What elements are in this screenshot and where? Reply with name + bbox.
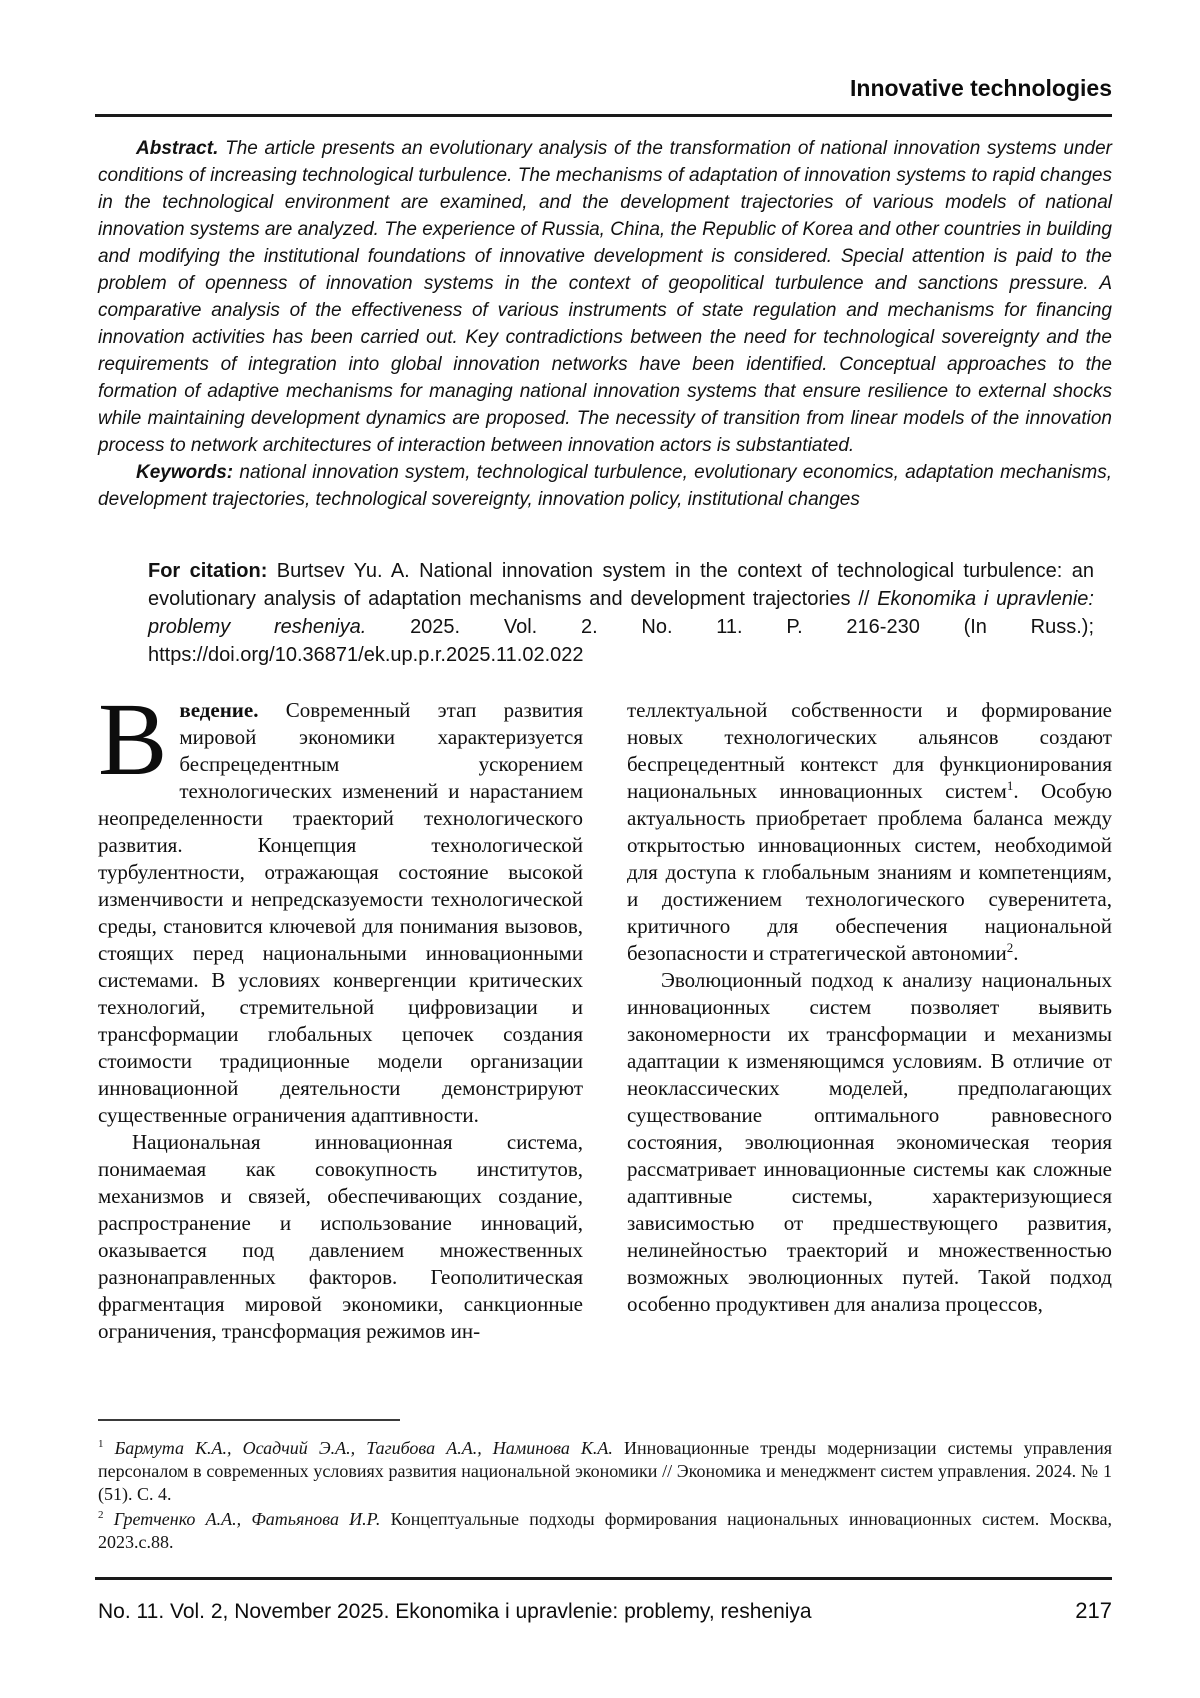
footnote-2-marker: 2 bbox=[98, 1509, 104, 1521]
citation-label: For citation: bbox=[148, 560, 268, 582]
dropcap-letter: В bbox=[98, 682, 168, 797]
footnote-ref-1: 1 bbox=[1006, 778, 1014, 793]
abstract-label: Abstract. bbox=[136, 138, 219, 159]
header-rule bbox=[95, 114, 1112, 117]
abstract-text: The article presents an evolutionary analysis of the transformation of national innovation systems under conditions of increasing technological turbulence. The mechanisms of adaptation of innovation systems to rapid changes in the technological environment are examined, and the development trajectories of various models of national innovation systems are analyzed. The experience of Russia, China, the Republic of Korea and other countries in building and modifying the institutional foundations of innovative development is considered. Special attention is paid to the problem of openness of innovation systems in the context of geopolitical turbulence and sanctions pressure. A comparative analysis of the effectiveness of various instruments of state regulation and mechanisms for financing innovation activities has been carried out. Key contradictions between the need for technological sovereignty and the requirements of integration into global innovation networks have been identified. Conceptual approaches to the formation of adaptive mechanisms for managing national innovation systems that ensure resilience to external shocks while maintaining development dynamics are proposed. The necessity of transition from linear models of the innovation process to network architectures of interaction between innovation actors is substantiated. bbox=[98, 138, 1113, 456]
citation-text-before-journal: Burtsev Yu. A. National innovation system in the context of technological turbulence: an evolutionary analysis of adaptation mechanisms and development trajectories // bbox=[148, 560, 1094, 610]
intro-lead-word: ведение. bbox=[179, 698, 259, 722]
keywords-paragraph bbox=[98, 459, 1112, 513]
footnote-2-authors: Гретченко А.А., Фатьянова И.Р. bbox=[113, 1509, 381, 1529]
footnote-ref-2: 2 bbox=[1006, 940, 1014, 955]
footnote-1 bbox=[98, 1437, 1112, 1506]
keywords-label: Keywords: bbox=[136, 462, 234, 483]
footnote-1-text: Инновационные тренды модернизации системы управления персоналом в современных условиях развития национальной экономики // Экономика и менеджмент систем управления. 2024. № 1 (51). С. 4. bbox=[98, 1438, 1113, 1504]
citation-text-after-journal: 2025. Vol. 2. No. 11. P. 216-230 (In Russ.); https://doi.org/10.36871/ek.up.p.r.2025.11.02.022 bbox=[148, 616, 1095, 666]
intro-text: Современный этап развития мировой экономики характеризуется беспрецедентным ускорением технологических изменений и нарастанием неопределенности траекторий технологического развития. Концепция технологической турбулентности, отражающая состояние высокой изменчивости и непредсказуемости технологической среды, становится ключевой для понимания вызовов, стоящих перед национальными инновационными системами. В условиях конвергенции критических технологий, стремительной цифровизации и трансформации глобальных цепочек создания стоимости традиционные модели организации инновационной деятельности демонстрируют существенные ограничения адаптивности. bbox=[98, 698, 583, 1127]
abstract-section bbox=[98, 135, 1112, 513]
body-paragraph-3: Эволюционный подход к анализу национальных инновационных систем позволяет выявить закономерности их трансформации и механизмы адаптации к изменяющимся условиям. В отличие от неоклассических моделей, предполагающих существование оптимального равновесного состояния, эволюционная экономическая теория рассматривает инновационные системы как сложные адаптивные системы, характеризующиеся зависимостью от предшествующего развития, нелинейностью траекторий и множественностью возможных эволюционных путей. Такой подход особенно продуктивен для анализа процессов, bbox=[627, 968, 1112, 1316]
citation-journal-title: Ekonomika i upravlenie: problemy resheniya. bbox=[148, 588, 1094, 638]
footnote-1-marker: 1 bbox=[98, 1438, 104, 1450]
footnote-2-text: Концептуальные подходы формирования национальных инновационных систем. Москва, 2023.с.88. bbox=[98, 1509, 1112, 1552]
footnotes-section bbox=[98, 1437, 1112, 1556]
citation-paragraph bbox=[148, 557, 1094, 669]
citation-block bbox=[148, 557, 1094, 669]
body-columns bbox=[98, 682, 1113, 1345]
body-column-right bbox=[627, 697, 1112, 1345]
continuation-text-3: . bbox=[1013, 941, 1019, 965]
continuation-text-2: . Особую актуальность приобретает проблема баланса между открытостью инновационных систем, необходимой для доступа к глобальным знаниям и компетенциям, и достижением технологического суверенитета, критичного для обеспечения национальной безопасности и стратегической автономии bbox=[627, 779, 1113, 965]
footnote-separator-rule bbox=[98, 1419, 400, 1421]
body-column-left bbox=[98, 682, 583, 1345]
body-paragraph-2: Национальная инновационная система, понимаемая как совокупность институтов, механизмов и связей, обеспечивающих создание, распространение и использование инноваций, оказывается под давлением множественных разнонаправленных факторов. Геополитическая фрагментация мировой экономики, санкционные ограничения, трансформация режимов ин- bbox=[98, 1130, 583, 1343]
abstract-paragraph bbox=[98, 135, 1112, 459]
footer bbox=[98, 1597, 1112, 1626]
running-head-section-title: Innovative technologies bbox=[850, 75, 1112, 101]
footer-rule bbox=[95, 1577, 1112, 1580]
footer-issue-info: No. 11. Vol. 2, November 2025. Ekonomika i upravlenie: problemy, resheniya bbox=[98, 1600, 812, 1623]
body-paragraph-2-continuation bbox=[627, 697, 1112, 967]
intro-paragraph bbox=[98, 682, 583, 1129]
footnote-1-authors: Бармута К.А., Осадчий Э.А., Тагибова А.А., Наминова К.А. bbox=[114, 1438, 613, 1458]
footer-page-number: 217 bbox=[1075, 1598, 1112, 1623]
footnote-2 bbox=[98, 1508, 1112, 1554]
keywords-text: national innovation system, technological turbulence, evolutionary economics, adaptation mechanisms, development trajectories, technological sovereignty, innovation policy, institutional changes bbox=[98, 462, 1112, 510]
continuation-text-1: теллектуальной собственности и формирование новых технологических альянсов создают беспрецедентный контекст для функционирования национальных инновационных систем bbox=[627, 698, 1112, 803]
